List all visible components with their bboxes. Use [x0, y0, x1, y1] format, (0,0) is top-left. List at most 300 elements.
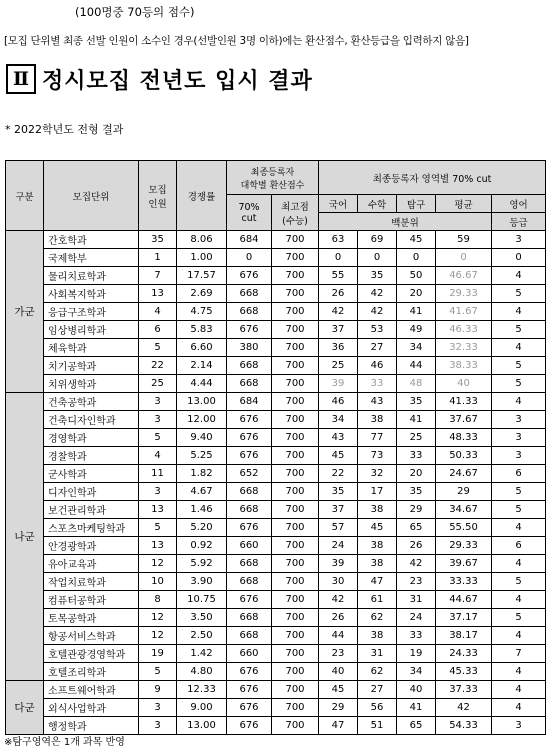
- inq-cell: 50: [397, 267, 436, 285]
- header-area-cut: 최종등록자 영역별 70% cut: [319, 161, 546, 195]
- cut-cell: 660: [227, 645, 272, 663]
- header-dept: 모집단위: [44, 161, 139, 231]
- dept-cell: 작업치료학과: [44, 573, 139, 591]
- quota-cell: 4: [139, 303, 177, 321]
- eng-cell: 4: [492, 699, 546, 717]
- header-kor: 국어: [319, 195, 358, 213]
- table-row: [6, 393, 546, 411]
- cut-cell: 676: [227, 717, 272, 735]
- quota-cell: 10: [139, 573, 177, 591]
- quota-cell: 4: [139, 447, 177, 465]
- header-rate: 경쟁률: [177, 161, 227, 231]
- header-math: 수학: [358, 195, 397, 213]
- math-cell: 51: [358, 717, 397, 735]
- max-cell: 700: [272, 339, 319, 357]
- inq-cell: 33: [397, 627, 436, 645]
- eng-cell: 4: [492, 519, 546, 537]
- kor-cell: 47: [319, 717, 358, 735]
- group-label: 다군: [6, 681, 44, 735]
- inq-cell: 41: [397, 411, 436, 429]
- eng-cell: 3: [492, 717, 546, 735]
- math-cell: 61: [358, 591, 397, 609]
- avg-cell: 37.17: [436, 609, 492, 627]
- rate-cell: 1.42: [177, 645, 227, 663]
- inq-cell: 0: [397, 249, 436, 267]
- math-cell: 32: [358, 465, 397, 483]
- dept-cell: 응급구조학과: [44, 303, 139, 321]
- footnote: ※탐구영역은 1개 과목 반영: [4, 737, 125, 748]
- max-cell: 700: [272, 303, 319, 321]
- table-row: [6, 231, 546, 249]
- inq-cell: 40: [397, 681, 436, 699]
- kor-cell: 44: [319, 627, 358, 645]
- avg-cell: 24.33: [436, 645, 492, 663]
- avg-cell: 33.33: [436, 573, 492, 591]
- rate-cell: 1.46: [177, 501, 227, 519]
- inq-cell: 41: [397, 699, 436, 717]
- rate-cell: 5.83: [177, 321, 227, 339]
- rate-cell: 1.82: [177, 465, 227, 483]
- rate-cell: 2.14: [177, 357, 227, 375]
- section-title: 정시모집 전년도 입시 결과: [42, 68, 313, 94]
- quota-cell: 1: [139, 249, 177, 267]
- cut-cell: 676: [227, 429, 272, 447]
- eng-cell: 4: [492, 393, 546, 411]
- cut-cell: 668: [227, 375, 272, 393]
- inq-cell: 26: [397, 537, 436, 555]
- kor-cell: 30: [319, 573, 358, 591]
- quota-cell: 12: [139, 627, 177, 645]
- math-cell: 17: [358, 483, 397, 501]
- eng-cell: 3: [492, 447, 546, 465]
- kor-cell: 46: [319, 393, 358, 411]
- kor-cell: 40: [319, 663, 358, 681]
- eng-cell: 4: [492, 555, 546, 573]
- rate-cell: 9.00: [177, 699, 227, 717]
- math-cell: 35: [358, 267, 397, 285]
- quota-cell: 25: [139, 375, 177, 393]
- table-row: [6, 339, 546, 357]
- quota-cell: 5: [139, 339, 177, 357]
- cut-cell: 676: [227, 267, 272, 285]
- dept-cell: 건축공학과: [44, 393, 139, 411]
- quota-cell: 3: [139, 717, 177, 735]
- table-row: [6, 573, 546, 591]
- max-cell: 700: [272, 627, 319, 645]
- kor-cell: 45: [319, 681, 358, 699]
- math-cell: 27: [358, 339, 397, 357]
- dept-cell: 안경광학과: [44, 537, 139, 555]
- group-label: 가군: [6, 231, 44, 393]
- kor-cell: 26: [319, 609, 358, 627]
- table-row: [6, 537, 546, 555]
- dept-cell: 행정학과: [44, 717, 139, 735]
- eng-cell: 4: [492, 303, 546, 321]
- kor-cell: 26: [319, 285, 358, 303]
- inq-cell: 35: [397, 393, 436, 411]
- math-cell: 46: [358, 357, 397, 375]
- quota-cell: 3: [139, 411, 177, 429]
- cut-cell: 676: [227, 663, 272, 681]
- math-cell: 38: [358, 501, 397, 519]
- cut-cell: 668: [227, 627, 272, 645]
- avg-cell: 38.17: [436, 627, 492, 645]
- math-cell: 42: [358, 285, 397, 303]
- kor-cell: 42: [319, 591, 358, 609]
- math-cell: 27: [358, 681, 397, 699]
- max-cell: 700: [272, 249, 319, 267]
- inq-cell: 23: [397, 573, 436, 591]
- inq-cell: 20: [397, 465, 436, 483]
- header-percentile: 백분위: [319, 213, 492, 231]
- kor-cell: 37: [319, 321, 358, 339]
- inq-cell: 20: [397, 285, 436, 303]
- eng-cell: 6: [492, 465, 546, 483]
- max-cell: 700: [272, 663, 319, 681]
- eng-cell: 4: [492, 591, 546, 609]
- rate-cell: 5.25: [177, 447, 227, 465]
- avg-cell: 41.67: [436, 303, 492, 321]
- header-quota: 모집 인원: [139, 161, 177, 231]
- rate-cell: 6.60: [177, 339, 227, 357]
- max-cell: 700: [272, 429, 319, 447]
- avg-cell: 40: [436, 375, 492, 393]
- header-inq: 탐구: [397, 195, 436, 213]
- cut-cell: 668: [227, 609, 272, 627]
- cut-cell: 668: [227, 573, 272, 591]
- dept-cell: 디자인학과: [44, 483, 139, 501]
- table-row: [6, 681, 546, 699]
- quota-cell: 6: [139, 321, 177, 339]
- rate-cell: 4.80: [177, 663, 227, 681]
- cut-cell: 676: [227, 699, 272, 717]
- cut-cell: 668: [227, 501, 272, 519]
- table-row: [6, 357, 546, 375]
- rate-cell: 4.75: [177, 303, 227, 321]
- dept-cell: 외식사업학과: [44, 699, 139, 717]
- math-cell: 56: [358, 699, 397, 717]
- avg-cell: 42: [436, 699, 492, 717]
- table-row: [6, 699, 546, 717]
- dept-cell: 군사학과: [44, 465, 139, 483]
- eng-cell: 5: [492, 285, 546, 303]
- math-cell: 38: [358, 411, 397, 429]
- cut-cell: 0: [227, 249, 272, 267]
- math-cell: 42: [358, 303, 397, 321]
- table-row: [6, 609, 546, 627]
- rate-cell: 3.50: [177, 609, 227, 627]
- quota-cell: 9: [139, 681, 177, 699]
- max-cell: 700: [272, 321, 319, 339]
- quota-cell: 19: [139, 645, 177, 663]
- kor-cell: 42: [319, 303, 358, 321]
- kor-cell: 25: [319, 357, 358, 375]
- dept-cell: 치기공학과: [44, 357, 139, 375]
- kor-cell: 34: [319, 411, 358, 429]
- selection-notice: [모집 단위별 최종 선발 인원이 소수인 경우(선발인원 3명 이하)에는 환산점수, 환산등급을 입력하지 않음]: [4, 35, 469, 47]
- max-cell: 700: [272, 681, 319, 699]
- rate-cell: 3.90: [177, 573, 227, 591]
- inq-cell: 65: [397, 717, 436, 735]
- eng-cell: 5: [492, 573, 546, 591]
- math-cell: 43: [358, 393, 397, 411]
- table-row: [6, 645, 546, 663]
- max-cell: 700: [272, 699, 319, 717]
- kor-cell: 63: [319, 231, 358, 249]
- avg-cell: 46.33: [436, 321, 492, 339]
- table-row: [6, 519, 546, 537]
- kor-cell: 39: [319, 555, 358, 573]
- dept-cell: 사회복지학과: [44, 285, 139, 303]
- cut-cell: 668: [227, 483, 272, 501]
- header-cut70: 70% cut: [227, 195, 272, 231]
- table-row: [6, 483, 546, 501]
- table-row: [6, 429, 546, 447]
- inq-cell: 31: [397, 591, 436, 609]
- kor-cell: 29: [319, 699, 358, 717]
- table-row: [6, 447, 546, 465]
- max-cell: 700: [272, 519, 319, 537]
- dept-cell: 보건관리학과: [44, 501, 139, 519]
- rate-cell: 0.92: [177, 537, 227, 555]
- table-row: [6, 591, 546, 609]
- dept-cell: 건축디자인학과: [44, 411, 139, 429]
- eng-cell: 3: [492, 231, 546, 249]
- max-cell: 700: [272, 357, 319, 375]
- admission-results-table: [5, 160, 546, 735]
- rate-cell: 12.33: [177, 681, 227, 699]
- quota-cell: 7: [139, 267, 177, 285]
- max-cell: 700: [272, 645, 319, 663]
- table-row: [6, 465, 546, 483]
- kor-cell: 0: [319, 249, 358, 267]
- cut-cell: 652: [227, 465, 272, 483]
- math-cell: 38: [358, 555, 397, 573]
- group-label: 나군: [6, 393, 44, 681]
- cut-cell: 660: [227, 537, 272, 555]
- avg-cell: 46.67: [436, 267, 492, 285]
- rate-cell: 5.92: [177, 555, 227, 573]
- math-cell: 73: [358, 447, 397, 465]
- quota-cell: 8: [139, 591, 177, 609]
- quota-cell: 3: [139, 393, 177, 411]
- quota-cell: 5: [139, 519, 177, 537]
- table-row: [6, 249, 546, 267]
- dept-cell: 경찰학과: [44, 447, 139, 465]
- table-row: [6, 303, 546, 321]
- rate-cell: 5.20: [177, 519, 227, 537]
- avg-cell: 38.33: [436, 357, 492, 375]
- dept-cell: 항공서비스학과: [44, 627, 139, 645]
- avg-cell: 0: [436, 249, 492, 267]
- table-row: [6, 375, 546, 393]
- max-cell: 700: [272, 555, 319, 573]
- section-number-box: Ⅱ: [6, 64, 36, 94]
- math-cell: 33: [358, 375, 397, 393]
- inq-cell: 35: [397, 483, 436, 501]
- dept-cell: 체육학과: [44, 339, 139, 357]
- rate-cell: 1.00: [177, 249, 227, 267]
- cut-cell: 676: [227, 681, 272, 699]
- math-cell: 0: [358, 249, 397, 267]
- quota-cell: 3: [139, 483, 177, 501]
- quota-cell: 35: [139, 231, 177, 249]
- kor-cell: 43: [319, 429, 358, 447]
- inq-cell: 45: [397, 231, 436, 249]
- eng-cell: 4: [492, 681, 546, 699]
- math-cell: 69: [358, 231, 397, 249]
- math-cell: 38: [358, 537, 397, 555]
- max-cell: 700: [272, 483, 319, 501]
- math-cell: 38: [358, 627, 397, 645]
- eng-cell: 5: [492, 609, 546, 627]
- avg-cell: 41.33: [436, 393, 492, 411]
- dept-cell: 호텔조리학과: [44, 663, 139, 681]
- quota-cell: 13: [139, 501, 177, 519]
- inq-cell: 44: [397, 357, 436, 375]
- table-body: [6, 231, 546, 735]
- table-row: [6, 411, 546, 429]
- quota-cell: 5: [139, 663, 177, 681]
- cut-cell: 676: [227, 519, 272, 537]
- rate-cell: 12.00: [177, 411, 227, 429]
- kor-cell: 35: [319, 483, 358, 501]
- eng-cell: 6: [492, 537, 546, 555]
- inq-cell: 42: [397, 555, 436, 573]
- header-final-score: 최종등록자 대학별 환산점수: [227, 161, 319, 195]
- table-row: [6, 321, 546, 339]
- rate-cell: 2.69: [177, 285, 227, 303]
- table-row: [6, 267, 546, 285]
- kor-cell: 23: [319, 645, 358, 663]
- max-cell: 700: [272, 537, 319, 555]
- cut-cell: 676: [227, 321, 272, 339]
- avg-cell: 24.67: [436, 465, 492, 483]
- cut-cell: 668: [227, 303, 272, 321]
- dept-cell: 물리치료학과: [44, 267, 139, 285]
- rate-cell: 4.67: [177, 483, 227, 501]
- math-cell: 31: [358, 645, 397, 663]
- dept-cell: 임상병리학과: [44, 321, 139, 339]
- rate-cell: 4.44: [177, 375, 227, 393]
- max-cell: 700: [272, 573, 319, 591]
- avg-cell: 54.33: [436, 717, 492, 735]
- cut-cell: 684: [227, 231, 272, 249]
- cut-cell: 676: [227, 591, 272, 609]
- inq-cell: 25: [397, 429, 436, 447]
- cut-cell: 676: [227, 447, 272, 465]
- inq-cell: 19: [397, 645, 436, 663]
- dept-cell: 국제학부: [44, 249, 139, 267]
- rate-cell: 2.50: [177, 627, 227, 645]
- max-cell: 700: [272, 609, 319, 627]
- header-group: 구분: [6, 161, 44, 231]
- quota-cell: 13: [139, 285, 177, 303]
- dept-cell: 호텔관광경영학과: [44, 645, 139, 663]
- avg-cell: 29.33: [436, 537, 492, 555]
- header-avg: 평균: [436, 195, 492, 213]
- eng-cell: 5: [492, 483, 546, 501]
- dept-cell: 컴퓨터공학과: [44, 591, 139, 609]
- kor-cell: 36: [319, 339, 358, 357]
- table-row: [6, 627, 546, 645]
- rate-cell: 17.57: [177, 267, 227, 285]
- inq-cell: 34: [397, 339, 436, 357]
- dept-cell: 스포츠마케팅학과: [44, 519, 139, 537]
- eng-cell: 5: [492, 321, 546, 339]
- header-max: 최고점 (수능): [272, 195, 319, 231]
- eng-cell: 3: [492, 429, 546, 447]
- inq-cell: 24: [397, 609, 436, 627]
- header-eng: 영어: [492, 195, 546, 213]
- table-row: [6, 663, 546, 681]
- math-cell: 62: [358, 609, 397, 627]
- math-cell: 62: [358, 663, 397, 681]
- header-grade: 등급: [492, 213, 546, 231]
- quota-cell: 12: [139, 555, 177, 573]
- max-cell: 700: [272, 465, 319, 483]
- max-cell: 700: [272, 375, 319, 393]
- cut-cell: 668: [227, 555, 272, 573]
- eng-cell: 0: [492, 249, 546, 267]
- dept-cell: 경영학과: [44, 429, 139, 447]
- quota-cell: 13: [139, 537, 177, 555]
- subtitle: * 2022학년도 전형 결과: [5, 123, 124, 136]
- math-cell: 53: [358, 321, 397, 339]
- quota-cell: 11: [139, 465, 177, 483]
- avg-cell: 29.33: [436, 285, 492, 303]
- avg-cell: 59: [436, 231, 492, 249]
- quota-cell: 22: [139, 357, 177, 375]
- rate-cell: 13.00: [177, 717, 227, 735]
- max-cell: 700: [272, 231, 319, 249]
- cut-cell: 668: [227, 285, 272, 303]
- kor-cell: 57: [319, 519, 358, 537]
- inq-cell: 65: [397, 519, 436, 537]
- dept-cell: 치위생학과: [44, 375, 139, 393]
- inq-cell: 33: [397, 447, 436, 465]
- avg-cell: 55.50: [436, 519, 492, 537]
- inq-cell: 41: [397, 303, 436, 321]
- table-row: [6, 285, 546, 303]
- eng-cell: 4: [492, 627, 546, 645]
- cut-cell: 676: [227, 411, 272, 429]
- eng-cell: 5: [492, 501, 546, 519]
- inq-cell: 29: [397, 501, 436, 519]
- inq-cell: 49: [397, 321, 436, 339]
- max-cell: 700: [272, 501, 319, 519]
- math-cell: 45: [358, 519, 397, 537]
- dept-cell: 토목공학과: [44, 609, 139, 627]
- avg-cell: 37.33: [436, 681, 492, 699]
- max-cell: 700: [272, 717, 319, 735]
- quota-cell: 12: [139, 609, 177, 627]
- avg-cell: 48.33: [436, 429, 492, 447]
- max-cell: 700: [272, 447, 319, 465]
- avg-cell: 32.33: [436, 339, 492, 357]
- avg-cell: 29: [436, 483, 492, 501]
- avg-cell: 45.33: [436, 663, 492, 681]
- kor-cell: 24: [319, 537, 358, 555]
- dept-cell: 유아교육과: [44, 555, 139, 573]
- table-row: [6, 717, 546, 735]
- cut-cell: 668: [227, 357, 272, 375]
- math-cell: 77: [358, 429, 397, 447]
- rate-cell: 10.75: [177, 591, 227, 609]
- kor-cell: 39: [319, 375, 358, 393]
- avg-cell: 50.33: [436, 447, 492, 465]
- eng-cell: 4: [492, 267, 546, 285]
